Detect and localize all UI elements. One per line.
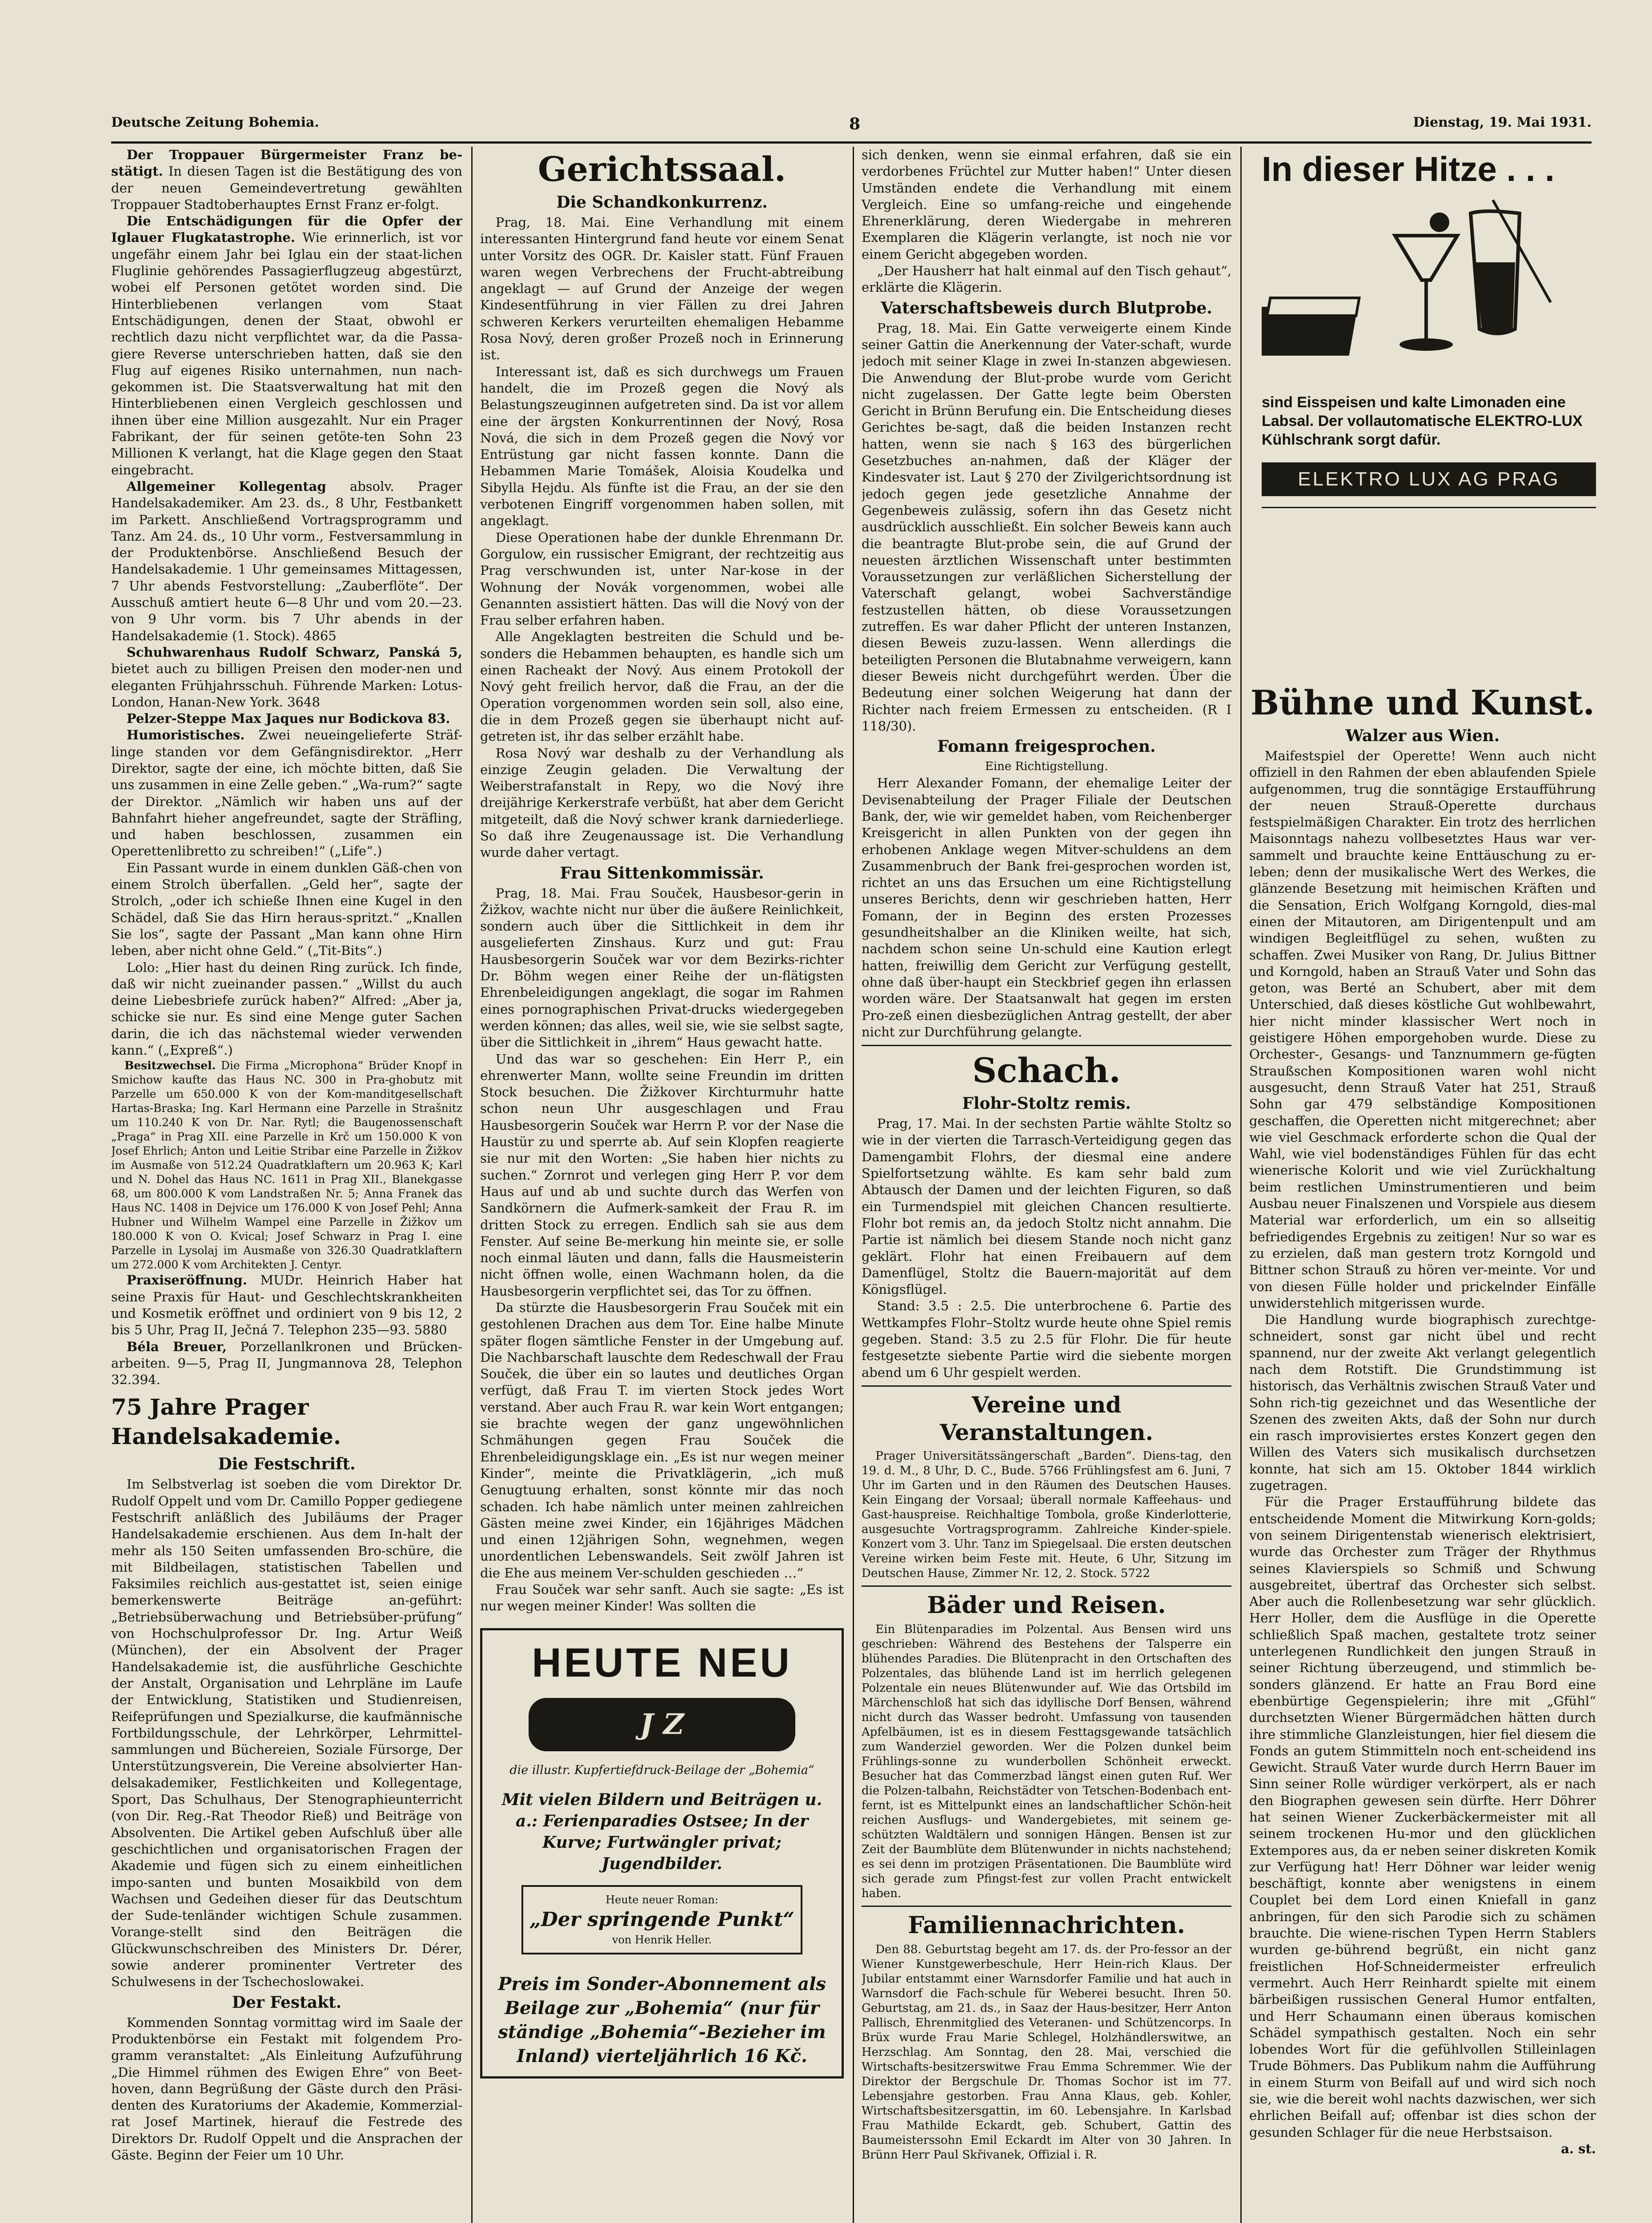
article-paragraph: „Der Hausherr hat halt einmal auf den Tisch gehaut“, erklärte die Klägerin. — [862, 263, 1231, 295]
ad-novel-author: von Henrik Heller. — [612, 1933, 712, 1946]
article-paragraph: Im Selbstverlag ist soeben die vom Direktor Dr. Rudolf Oppelt und vom Dr. Camillo Popper gediegene Festschrift anläßlich des Jubiläums der Prager Handelsakademie erschienen. Aus dem In-halt der mehr als 150 Seiten umfassenden Bro-schüre, die mit Bildbeilagen, statistischen Tabellen und Faksimiles reichlich aus-gestattet ist, seien einige bemerkenswerte Beiträge an-geführt: „Betriebsüberwachung und Betriebsüber-prüfung“ von Hochschulprofessor Dr. Ing. Artur Weiß (München), der ein Absolvent der Prager Handelsakademie ist, die ausführliche Geschichte der Anstalt, Organisation und Lehrpläne im Laufe der Entwicklung, Statistiken und Studienreisen, Reifeprüfungen und Spezialkurse, die kaufmännische Fortbildungsschule, der Lehrkörper, Lehrmittel-sammlungen und Büchereien, Soziale Fürsorge, Der Unterstützungsverein, Die Vereine absolvierter Han-delsakademiker, Festlichkeiten und Kollegentage, Sport, Das Schulhaus, Der Stenographieunterricht (von Dir. Reg.-Rat Theodor Rieß) und Beiträge von Absolventen. Die Artikel geben Aufschluß über alle geschichtlichen und organisatorischen Fragen der Akademie und fügen sich zu einem einheitlichen impo-santen und bunten Mosaikbild von dem Wachsen und Gedeihen dieser für das Deutschtum der Sude-tenländer wichtigen Schule zusammen. Vorange-stellt sind den Beiträgen die Glückwunschschreiben des Ministers Dr. Dérer, sowie anderer prominenter Vertreter des Schulwesens in der Tschechoslowakei. — [111, 1477, 462, 1990]
header-rule — [111, 141, 1592, 144]
article-paragraph: Interessant ist, daß es sich durchwegs um Frauen handelt, die im Prozeß gegen die Nový als Belastungszeuginnen aufgetreten sind. Da ist vor allem eine der ärgsten Konkurrentinnen der Nový, Rosa Nová, die sich in dem Prozeß gegen die Nový vor Entrüstung gar nicht fassen konnte. Dann die Hebammen Marie Tomášek, Aloisia Koudelka und Sibylla Hejdu. Als fünfte ist die Frau, an der sie den verbotenen Eingriff vorgenommen haben sollen, mit angeklagt. — [480, 364, 844, 529]
article-subtitle: Fomann freigesprochen. — [937, 737, 1156, 756]
column-divider — [471, 147, 473, 2223]
section-title: Familiennachrichten. — [908, 1911, 1185, 1939]
article-paragraph: Ein Blütenparadies im Polzental. Aus Bensen wird uns geschrieben: Während des Bestehens der Talsperre ein blühendes Paradies. Die Blütenpracht in den Ortschaften des Polzentales, das blühende Land ist im herrlich gelegenen Polzentale ein neues Blütenwunder auf. Wie das Ortsbild im Märchenschloß hat sich das idyllische Dorf Bensen, während nicht durch das Wasser bedroht. Umfassung von tausenden Apfelbäumen, ist es in diesem Festtagsgewande tatsächlich zum Wanderziel geworden. Wer die Polzen dunkel beim Frühlings-sonne zu wunderbollen Schönheit erweckt. Besucher hat das Commerzbad längst einen guten Ruf. Wer die Polzen-talbahn, Reichstädter von Tetschen-Bodenbach ent-fernt, ist es Mittelpunkt eines an landschaftlicher Schön-heit reichen Ausflugs- und Wandergebietes, mit seinem ge-schützten Waldtälern und sonnigen Hängen. Bensen ist zur Zeit der Baumblüte dem Blütenwunder in nichts nachstehend; es sei denn im protzigen Präsentationen. Die Baumblüte wird sich gerade zum Pfingst-fest zur vollen Pracht entwickelt haben. — [862, 1622, 1231, 1900]
article-subtitle: Flohr-Stoltz remis. — [962, 1094, 1131, 1113]
article-paragraph: Prag, 18. Mai. Ein Gatte verweigerte einem Kinde seiner Gattin die Anerkennung der Vater-schaft, wurde jedoch mit seiner Klage in zwei In-stanzen abgewiesen. Die Anwendung der Blut-probe wurde vom Gericht nicht zugelassen. Der Gatte legte beim Obersten Gericht in Brünn Berufung ein. Die Entscheidung dieses Gerichtes be-sagt, daß die beiden Instanzen recht hatten, wenn sie nach § 163 des bürgerlichen Gesetzbuches an-nahmen, daß der Kläger der Kindesvater ist. Laut § 270 der Zivilgerichtsordnung ist jedoch gegen jede gesetzliche Annahme der Gegenbeweis zulässig, sofern ihn das Gesetz nicht ausdrücklich ausschließt. Ein solcher Beweis kann auch die beantragte Blut-probe sein, die auf Grund der neuesten ärztlichen Wissenschaft unter bestimmten Voraussetzungen zur verläßlichen Sicherstellung der Vaterschaft gelangt, wobei Sachverständige festzustellen hätten, ob diese Voraussetzungen zutreffen. Es war daher Pflicht der unteren Instanzen, diesen Beweis zuzu-lassen. Wenn allerdings die beteiligten Personen die Blutabnahme verweigern, kann dieser Beweis nicht durchgeführt werden. Über die Bedeutung einer solchen Weigerung hat dann der Richter nach freiem Ermessen zu entscheiden. (R I 118/30). — [862, 320, 1231, 734]
ad-headline: In dieser Hitze . . . — [1262, 149, 1555, 189]
rule — [862, 1906, 1231, 1907]
ad-text: sind Eisspeisen und kalte Limonaden eine Labsal. Der vollautomatische ELEKTRO-LUX Kühlschrank sorgt dafür. — [1262, 394, 1583, 448]
article-paragraph: Maifestspiel der Operette! Wenn auch nicht offiziell in den Rahmen der eben ablaufenden Spiele aufgenommen, trug die sonntägige Erstaufführung der neuen Strauß-Operette durchaus festspielmäßigen Charakter. Ein trotz des herrlichen Maisonntags nahezu vollbesetztes Haus war ver-sammelt und brauchte keine Enttäuschung zu er-leben; denn der musikalische Wert des Werkes, die glänzende Besetzung mit heimischen Kräften und die Sensation, Erich Wolfgang Korngold, dies-mal einen der Mitautoren, am Dirigentenpult und am windigen Begleitflügel zu sehen, wußten zu schaffen. Zwei Musiker von Rang, Dr. Julius Bittner und Korngold, haben an Strauß Vater und Sohn das geton, was Berté an Schubert, aber mit dem Unterschied, daß dieses köstliche Gut wohlbewahrt, hier nicht minder klassischer Wert noch in geistigere Höhen emporgehoben wurde. Diese zu Orchester-, Gesangs- und Tanznummern ge-fügten Straußschen Kompositionen waren wohl nicht ausgesucht, denn Strauß Vater hat 251, Strauß Sohn gar 479 selbständige Kompositionen geschaffen, die Operetten nicht mitgerechnet; aber wie viel Geschmack erforderte schon die Qual der Wahl, wie viel bodenständiges Fühlen für das echt wienerische Kolorit und wie viel Zurückhaltung beim restlichen Uminstrumentieren und beim Ausbau neuer Finalszenen und Vorspiele aus diesem Material war erforderlich, um ein so allseitig befriedigendes Ergebnis zu zeitigen! Nur so war es zu erzielen, daß man gestern trotz Korngold und Bittner schon Strauß zu hören ver-meinte. Vor und von diesen Fülle holder und prickelnder Einfälle unwiderstehlich mitgerissen wurde. — [1249, 748, 1596, 1311]
article-paragraph: Prag, 17. Mai. In der sechsten Partie wählte Stoltz so wie in der vierten die Tarrasch-Verteidigung gegen das Damengambit Flohrs, der diesmal eine andere Spielfortsetzung wählte. Es kam sehr bald zum Abtausch der Damen und der leichten Figuren, so daß ein Turmendspiel mit gleichen Chancen resultierte. Flohr bot remis an, da jedoch Stoltz nicht annahm. Die Partie ist nämlich bei diesem Stande noch nicht ganz geklärt. Flohr hat einen Freibauern auf dem Damenflügel, Stoltz die Bauern-majorität auf dem Königsflügel. — [862, 1116, 1231, 1297]
section-title: Bühne und Kunst. — [1250, 683, 1595, 722]
news-item: Der Troppauer Bürgermeister Franz be-stätigt. In diesen Tagen ist die Bestätigung des von der neuen Gemeindevertretung gewählten Troppauer Stadtoberhauptes Ernst Franz er-folgt. — [111, 147, 462, 212]
article-paragraph: Da stürzte die Hausbesorgerin Frau Souček mit ein gestohlenen Drachen aus dem Tor. Eine halbe Minute später flogen sämtliche Fenster in der Umgebung auf. Die Nachbarschaft lauschte dem Redeschwall der Frau Souček, die über ein so lautes und deutliches Organ verfügt, daß Frau T. im vierten Stock jedes Wort verstand. Aber auch Frau R. war kein Wort entgangen; sie brachte wegen der ganz ungewöhnlichen Schmähungen gegen Frau Souček die Ehrenbeleidigungsklage ein. „Es ist nur wegen meiner Kinder“, meinte die Privatklägerin, „ich muß Genugtuung erhalten, sonst könnte mir das noch schaden. Ich habe nämlich unter meinen zahlreichen Gästen meine zwei Kinder, ein 16jähriges Mädchen und einen 12jährigen Sohn, wegnehmen, wegen unordentlichen Lebenswandels. Seit zwölf Jahren ist die Ehe aus meinem Ver-schulden geschieden …“ — [480, 1300, 844, 1581]
news-item: Schuhwarenhaus Rudolf Schwarz, Panská 5, bietet auch zu billigen Preisen den moder-nen und eleganten Frühjahrsschuh. Führende Marken: Lotus-London, Hanan-New York. 3648 — [111, 644, 462, 710]
advertisement-elektrolux — [1262, 147, 1596, 513]
article-paragraph: Rosa Nový war deshalb zu der Verhandlung als einzige Zeugin geladen. Die Verwaltung der Weiberstrafanstalt in Repy, wo die Nový ihre dreijährige Kerkerstrafe verbüßt, hat aber dem Gericht mitgeteilt, daß die Nový schwer krank darniederliege. So daß ihre Zeugenaussage ist. Die Verhandlung wurde daher vertagt. — [480, 745, 844, 860]
article-subtitle: Frau Sittenkommissär. — [560, 863, 764, 883]
section-title: Gerichtssaal. — [537, 149, 786, 189]
news-item: Béla Breuer, Porzellanlkronen und Brücken-arbeiten. 9—5, Prag II, Jungmannova 28, Telephon 32.394. — [111, 1339, 462, 1388]
column-3 — [862, 147, 1231, 2223]
issue-date: Dienstag, 19. Mai 1931. — [1413, 115, 1592, 130]
article-subtitle: Die Festschrift. — [218, 1455, 356, 1474]
section-title: Bäder und Reisen. — [927, 1591, 1166, 1619]
ad-subscription: Preis im Sonder-Abonnement als Beilage zur „Bohemia“ (nur für ständige „Bohemia“-Bezieher im Inland) vierteljährlich 16 Kč. — [498, 1973, 826, 2067]
article-paragraph: Alle Angeklagten bestreiten die Schuld und be-sonders die Hebammen behaupten, es handle sich um einen Racheakt der Nový. Aus einem Protokoll der Nový geht freilich hervor, daß die Frau, an der die Operation vorgenommen worden sein soll, also eine, die in dem Prozeß gegen sie überhaupt nicht auf-getreten ist, ihr das selber erzählt habe. — [480, 629, 844, 744]
article-subtitle: Walzer aus Wien. — [1345, 726, 1500, 745]
ad-subtitle: die illustr. Kupfertiefdruck-Beilage der „Bohemia“ — [509, 1763, 814, 1777]
author-signature: a. st. — [1561, 2141, 1596, 2156]
article-kicker: Eine Richtigstellung. — [985, 760, 1108, 774]
article-paragraph: Diese Operationen habe der dunkle Ehrenmann Dr. Gorgulow, ein russischer Emigrant, der rechtzeitig aus Prag verschwunden ist, unter Nar-kose in der Wohnung der Novák vorgenommen, wobei alle Genannten assistiert hätten. Das will die Nový von der Frau selber erfahren haben. — [480, 530, 844, 628]
ad-novel-box — [521, 1885, 802, 1954]
column-divider — [1240, 147, 1242, 2223]
article-subtitle: Der Festakt. — [232, 1993, 342, 2012]
page-number: 8 — [849, 115, 861, 133]
advertisement-heute-neu — [480, 1628, 844, 2079]
news-item: Praxiseröffnung. MUDr. Heinrich Haber hat seine Praxis für Haut- und Geschlechtskrankheiten und Kosmetik eröffnet und ordiniert von 9 bis 12, 2 bis 5 Uhr, Prag II, Ječná 7. Telephon 235—93. 5880 — [111, 1272, 462, 1338]
news-item: Lolo: „Hier hast du deinen Ring zurück. Ich finde, daß wir nicht zueinander passen.“ „Willst du auch deine Liebesbriefe zurück haben?“ Alfred: „Aber ja, schicke sie nur. Es sind eine Menge guter Sachen darin, die ich das nächstemal wieder verwenden kann.“ („Expreß“.) — [111, 959, 462, 1058]
news-item: Die Entschädigungen für die Opfer der Iglauer Flugkatastrophe. Wie erinnerlich, ist vor ungefähr einem Jahr bei Iglau ein der staat-lichen Fluglinie gehörendes Passagierflugzeug abgestürzt, wobei elf Personen getötet worden sind. Die Hinterbliebenen verlangen vom Staat Entschädigungen, denen der Staat, obwohl er rechtlich dazu nicht verpflichtet war, da die Passa-giere Reverse unterschrieben hatten, daß sie den Flug auf eigenes Risiko unternahmen, nun nach-gekommen ist. Die Staatsverwaltung hat mit den Hinterbliebenen einen Vergleich geschlossen und ihnen über eine Million ausgezahlt. Nur ein Prager Fabrikant, der für seinen getöte-ten Sohn 23 Millionen K verlangt, hat die Klage gegen den Staat eingebracht. — [111, 213, 462, 478]
ad-banner: ELEKTRO LUX AG PRAG — [1262, 462, 1596, 496]
rule — [862, 1045, 1231, 1046]
news-item: Besitzwechsel. Die Firma „Microphona“ Brüder Knopf in Smichow kaufte das Haus NC. 300 in Pra-ghobutz mit Parzelle um 650.000 K von der Kom-manditgesellschaft Hartas-Braska; Ing. Karl Hermann eine Parzelle in Strašnitz um 110.240 K von Dr. Nar. Rytl; die Baugenossenschaft „Praga“ in Prag XII. eine Parzelle in Krč um 150.000 K von Josef Ehrlich; Anton und Leitie Stribar eine Parzelle in Žižkov im Ausmaße von 512.24 Quadratklaftern um 20.963 K; Karl und N. Dohel das Haus NC. 1611 in Prag XII., Blanekgasse 68, um 800.000 K vom Landstraßen Nr. 5; Anna Franek das Haus NC. 1408 in Dejvice um 176.000 K von Josef Pehl; Anna Hubner und Wilhelm Wampel eine Parzelle in Žižkov um 180.000 K von O. Kvical; Josef Schwarz in Prag I. eine Parzelle in Lysolaj im Ausmaße von 326.30 Quadratklaftern um 272.000 K vom Architekten J. Centyr. — [111, 1059, 462, 1272]
article-paragraph: Für die Prager Erstaufführung bildete das entscheidende Moment die Mitwirkung Korn-golds; von seinem Dirigentenstab wienerisch elektrisiert, wurde das Orchester zum Träger der Rhythmus seines Klavierspiels so Schmiß und Schwung ausgebreitet, übertraf das Orchester sich selbst. Aber auch die Rollenbesetzung war sehr glücklich. Herr Holler, dem die Ausflüge in die Operette schließlich Spaß machen, gestaltete trotz seiner unterlegenen Rundlichkeit den jungen Strauß in seiner Richtung überzeugend, und stimmlich be-sonders glänzend. Er hatte an Frau Bord eine ebenbürtige Gegenspielerin; ihre mit „Gfühl“ durchsetzten Wiener Bürgermädchen hätten durch ihre stimmliche Glanzleistungen, hier fiel diesem die Fonds an gutem Stimmitteln noch ent-scheidend ins Gewicht. Strauß Vater wurde durch Herrn Bauer im Sinn seiner Rolle würdiger verkörpert, als er nach den Biographen gewesen sein dürfte. Herr Döhrer hat seinen Wiener Zuckerbäckermeister mit all seinem trockenen Hu-mor und den glücklichen Extempores aus, da er neben seiner diskreten Komik zur Verfügung hat! Herr Döhner war leider wenig beschäftigt, konnte aber wenigstens in einem Couplet bei dem Lord einen Kniefall in ganz anbringen, für den sich Parodie sich zu schämen brauchte. Die wiene-rischen Typen Herrn Stablers wurden ge-bührend begrüßt, ein nicht ganz freistlichen Hof-Schneidermeister erfreulich vermehrt. Auch Herr Reinhardt spielte mit einem bärbeißigen russischen General Humor entfalten, und Herr Schaumann einen überaus komischen Schädel sympathisch gestalten. Noch ein sehr lobendes Wort für die gefühlvollen Stilleinlagen Trude Böhmers. Das Publikum nahm die Aufführung in einem Sturm von Beifall auf und wird sich noch sie, wie die bereit wohl nachts dazwischen, wer sich ehrlichen Beifall auf; offenbar ist dies schon der gesunden Schlager für die neue Herbstsaison. — [1249, 1494, 1596, 2140]
ad-novel-title: „Der springende Punkt“ — [529, 1908, 794, 1931]
article-paragraph: Die Handlung wurde biographisch zurechtge-schneidert, sonst gar nicht übel und recht spannend, nur der zweite Akt verlangt gelegentlich nach dem Rotstift. Die Grundstimmung ist historisch, das Verhältnis zwischen Strauß Vater und Sohn rich-tig gezeichnet und das Wesentliche der Szenen des zweiten Akts, daß der Sohn nur durch ein rasch improvisiertes erstes Konzert gegen den Willen des Vaters sich musikalisch durchsetzen konnte, hat sich am 15. Oktober 1844 wirklich zugetragen. — [1249, 1312, 1596, 1493]
article-paragraph: Prag, 18. Mai. Eine Verhandlung mit einem interessanten Hintergrund fand heute vor einem Senat unter Vorsitz des OGR. Dr. Kaisler statt. Fünf Frauen waren wegen Verbrechens der Frucht-abtreibung angeklagt — auf Grund der Anzeige der wegen Kindesentführung in vier Fällen zu drei Jahren schweren Kerkers verurteilten ehemaligen Hebamme Rosa Nový, deren großer Prozeß noch in Erinnerung ist. — [480, 215, 844, 363]
article-paragraph: Stand: 3.5 : 2.5. Die unterbrochene 6. Partie des Wettkampfes Flohr–Stoltz wurde heute ohne Spiel remis gegeben. Stand: 3.5 zu 2.5 für Flohr. Die für heute festgesetzte siebente Partie wird die siebente morgen abend um 6 Uhr gespielt werden. — [862, 1298, 1231, 1380]
news-item: Ein Passant wurde in einem dunklen Gäß-chen von einem Strolch überfallen. „Geld her“, sagte der Strolch, „oder ich schieße Ihnen eine Kugel in den Schädel, daß Sie das Hirn heraus-spritzt.“ „Knallen Sie los“, sagte der Passant „Man kann ohne Hirn leben, aber nicht ohne Geld.“ („Tit-Bits“.) — [111, 860, 462, 959]
news-item: Humoristisches. Zwei neueingelieferte Sträf-linge standen vor dem Gefängnisdirektor. „Herr Direktor, sagte der eine, ich möchte bitten, daß Sie uns zusammen in eine Zelle geben.“ „Wa-rum?“ sagte der Direktor. „Nämlich wir haben uns auf der Bahnfahrt hieher angefreundet, sagte der Sträfling, und haben beschlossen, zusammen ein Operettenlibretto zu schreiben!“ („Life“.) — [111, 727, 462, 859]
ad-logo: J Z — [529, 1698, 795, 1751]
masthead-left: Deutsche Zeitung Bohemia. — [111, 115, 319, 130]
ad-contents: Mit vielen Bildern und Beiträgen u. a.: Ferienparadies Ostsee; In der Kurve; Furtwängler privat; Jugendbilder. — [501, 1790, 822, 1873]
article-subtitle: Vaterschaftsbeweis durch Blutprobe. — [881, 298, 1212, 317]
article-paragraph: sich denken, wenn sie einmal erfahren, daß sie ein verdorbenes Früchtel zur Mutter haben!“ Unter diesen Umständen endete die Verhandlung mit einem Vergleich. Eine so umfang-reiche und eingehende Ehrenerklärung, deren Wiedergabe in mehreren Exemplaren die Klägerin verlangte, ist noch nie vor einem Gericht abgegeben worden. — [862, 147, 1231, 262]
article-paragraph: Prager Universitätssängerschaft „Barden“. Diens-tag, den 19. d. M., 8 Uhr, D. C., Bude. 5766 Frühlingsfest am 6. Juni, 7 Uhr im Garten und in den Räumen des Deutschen Hauses. Kein Eingang der Vorsaal; überall normale Kaffeehaus- und Gast-hauspreise. Reichhaltige Tombola, große Kinderlotterie, ausgesuchte Vortragsprogramm. Zahlreiche Kinder-spiele. Konzert vom 3. Uhr. Tanz im Spiegelsaal. Die ersten deutschen Vereine wirken beim Feste mit. Heute, 6 Uhr, Sitzung im Deutschen Hause, Zimmer Nr. 12, 2. Stock. 5722 — [862, 1449, 1231, 1580]
drinks-illustration — [1262, 196, 1596, 382]
column-1 — [111, 147, 462, 2223]
column-divider — [853, 147, 854, 2223]
article-paragraph: Frau Souček war sehr sanft. Auch sie sagte: „Es ist nur wegen meiner Kinder! Was sollten die — [480, 1582, 844, 1614]
news-item: Pelzer-Steppe Max Jaques nur Bodickova 83. — [126, 711, 450, 726]
article-paragraph: Kommenden Sonntag vormittag wird im Saale der Produktenbörse ein Festakt mit folgendem Pro-gramm veranstaltet: „Als Einleitung Aufzuführung „Die Himmel rühmen des Ewigen Ehre“ von Beet-hoven, dann Begrüßung der Gäste durch den Präsi-denten des Kuratoriums der Akademie, Kommerzial-rat Josef Martinek, hierauf die Festrede des Direktors Dr. Rudolf Oppelt und die Ansprachen der Gäste. Beginn der Feier um 10 Uhr. — [111, 2014, 462, 2163]
ad-title: HEUTE NEU — [532, 1640, 792, 1685]
article-paragraph: Und das war so geschehen: Ein Herr P., ein ehrenwerter Mann, wollte seine Freundin im dritten Stock besuchen. Die Žižkover Kirchturmuhr hatte schon neun Uhr ausgeschlagen und Frau Hausbesorgerin Souček war Herrn P. vor der Nase die Haustür zu und sperrte ab. Auf sein Klopfen reagierte sie nur mit den Worten: „Sie haben hier nichts zu suchen.“ Zornrot und verlegen ging Herr P. vor dem Haus auf und ab und suchte durch das Werfen von Sandkörnern die Aufmerk-samkeit der Frau R. im dritten Stock zu erregen. Endlich sah sie aus dem Fenster. Auf seine Be-merkung hin meinte sie, er solle noch einmal läuten und dann, falls die Hausmeisterin nicht öffnen wolle, einen Wachmann holen, da die Hausbesorgerin verpflichtet sei, das Tor zu öffnen. — [480, 1051, 844, 1299]
column-4 — [1249, 680, 1596, 2223]
article-subtitle: Die Schandkonkurrenz. — [556, 193, 768, 212]
article-paragraph: Herr Alexander Fomann, der ehemalige Leiter der Devisenabteilung der Prager Filiale der Deutschen Bank, der, wie wir gemeldet haben, vom Reichenberger Kreisgericht in allen Punkten von der gegen ihn erhobenen Anklage wegen Mitver-schuldens an dem Zusammenbruch der Bank frei-gesprochen worden ist, richtet an uns das Ersuchen um eine Richtigstellung unseres Berichts, denn wir geschrieben hatten, Herr Fomann, der in Beginn des ersten Prozesses gesundheitshalber an die Kliniken weilte, hat sich, nachdem schon seine Un-schuld eine Kaution erlegt hatten, freiwillig dem Gericht zur Verfügung gestellt, ohne daß über-haupt ein Steckbrief gegen ihn erlassen worden wäre. Der Staatsanwalt hat gegen im ersten Pro-zeß einen diesbezüglichen Antrag gestellt, der aber nicht zur Durchführung gelangte. — [862, 775, 1231, 1039]
ad-novel-label: Heute neuer Roman: — [605, 1893, 718, 1906]
rule — [862, 1585, 1231, 1587]
rule — [862, 1385, 1231, 1387]
article-paragraph: Prag, 18. Mai. Frau Souček, Hausbesor-gerin in Žižkov, wachte nicht nur über die äußere Reinlichkeit, sondern auch über die Sittlichkeit in dem ihr ausgelieferten Zinshaus. Kurz und gut: Frau Hausbesorgerin Souček war vor dem Bezirks-richter Dr. Böhm wegen einer Reihe der un-flätigsten Ehrenbeleidigungen angeklagt, die sogar im Rahmen eines pornographischen Privat-drucks wiedergegeben werden können; das alles, weil sie, wie sie selbst sagte, über die Sittlichkeit in „ihrem“ Haus gewacht hatte. — [480, 885, 844, 1050]
news-item: Allgemeiner Kollegentag absolv. Prager Handelsakademiker. Am 23. ds., 8 Uhr, Festbankett im Parkett. Anschließend Vortragsprogramm und Tanz. Am 24. ds., 10 Uhr vorm., Festversammlung in der Produktenbörse. Anschließend Besuch der Handelsakademie. 1 Uhr gemeinsames Mittagessen, 7 Uhr abends Festvorstellung: „Zauberflöte“. Der Ausschuß amtiert heute 6—8 Uhr und vom 20.—23. von 9 Uhr vorm. bis 7 Uhr abends in der Handelsakademie (1. Stock). 4865 — [111, 478, 462, 643]
section-title: Schach. — [972, 1051, 1121, 1091]
column-2 — [480, 147, 844, 2223]
article-paragraph: Den 88. Geburtstag begeht am 17. ds. der Pro-fessor an der Wiener Kunstgewerbeschule, Herr Hein-rich Klaus. Der Jubilar entstammt einer Warnsdorfer Familie und hat auch in Warnsdorf die Fach-schule für Weberei besucht. Ihren 50. Geburtstag, am 21. ds., in Saaz der Haus-besitzer, Herr Anton Pallisch, Ehrenmitglied des Veteranen- und Schützencorps. In Brüx wurde Frau Marie Schlegel, Holzhändlerswitwe, an Herzschlag. Am Sonntag, den 28. Mai, verschied die Wirtschafts-besitzerswitwe Frau Emma Schremmer. Wie der Direktor der Bergschule Dr. Thomas Sochor ist im 77. Lebensjahre gestorben. Frau Anna Klaus, geb. Kohler, Wirtschaftsbesitzersgattin, im 60. Lebensjahre. In Karlsbad Frau Mathilde Eckardt, geb. Schubert, Gattin des Baumeisterssohn Emil Eckardt im Alter von 30 Jahren. In Brünn Herr Paul Skřivanek, Offizial i. R. — [862, 1942, 1231, 2162]
article-title: 75 Jahre Prager Handelsakademie. — [111, 1394, 341, 1450]
section-title: Vereine und Veranstaltungen. — [939, 1391, 1154, 1445]
page-header — [111, 115, 1592, 141]
rule — [1262, 507, 1596, 508]
